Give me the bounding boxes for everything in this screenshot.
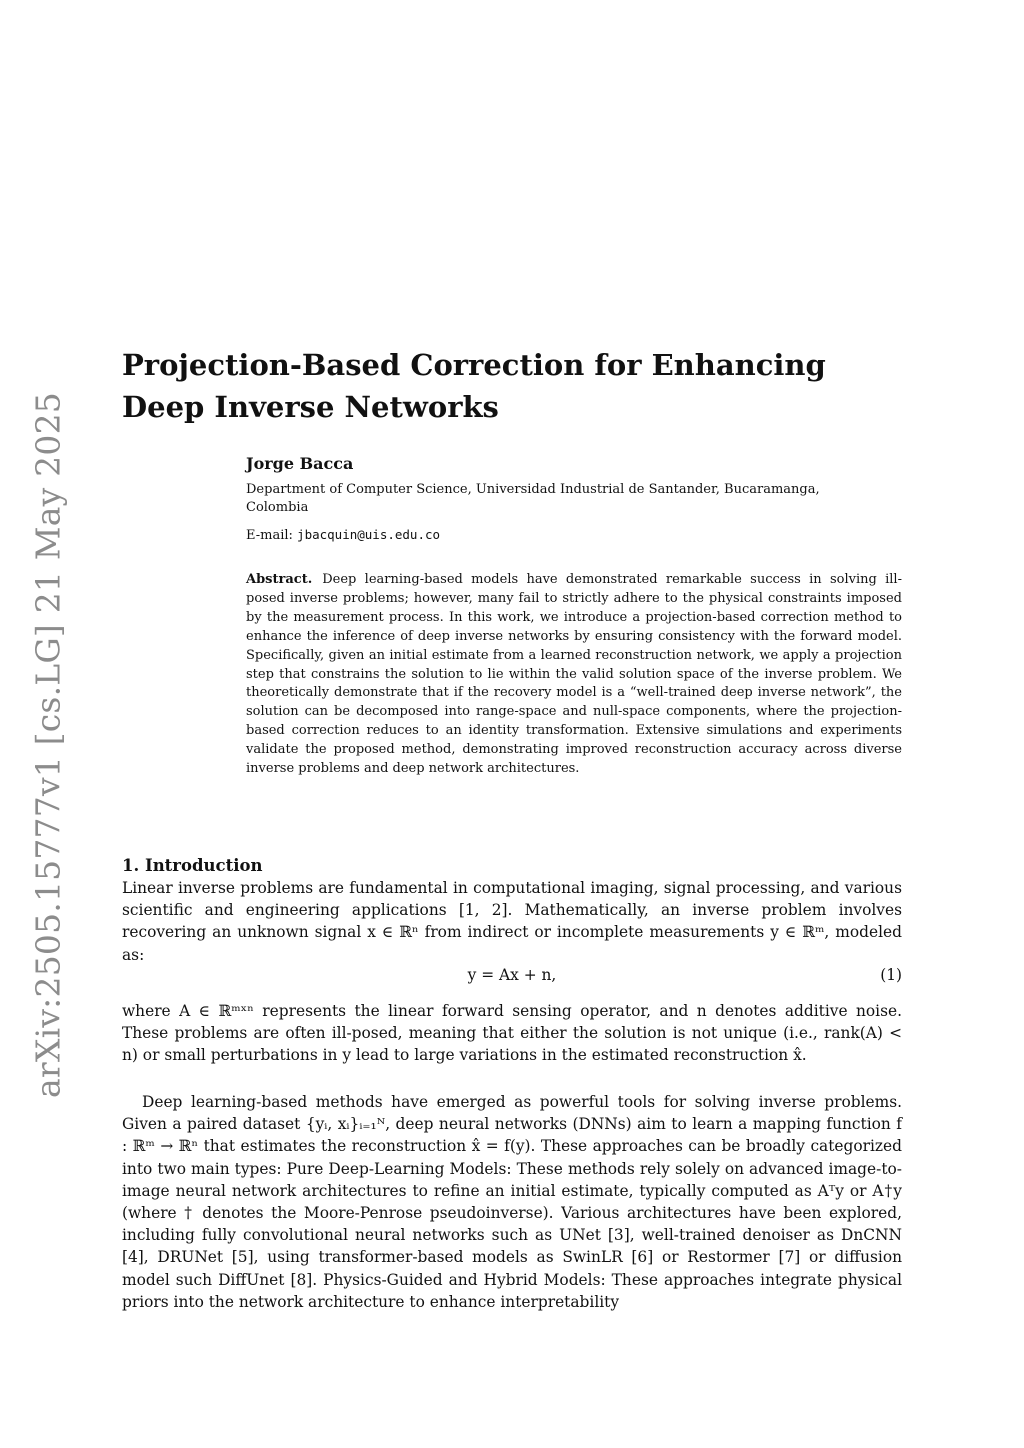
arxiv-margin-label: arXiv:2505.15777v1 [cs.LG] 21 May 2025: [28, 392, 68, 1098]
email-address[interactable]: jbacquin@uis.edu.co: [297, 527, 441, 542]
author-affiliation: Department of Computer Science, Universidad Industrial de Santander, Bucaramanga, Colombia: [246, 482, 820, 515]
equation-formula: y = Ax + n,: [467, 966, 557, 984]
intro-paragraph-3: Deep learning-based methods have emerged as powerful tools for solving inverse problems. Given a paired dataset {yᵢ, xᵢ}ᵢ₌₁ᴺ, deep neural networks (DNNs) aim to learn a mapping function f : ℝᵐ → ℝⁿ that estimates the reconstruction x̂ = f(y). These approaches can be broadly categorized into two main types: Pure Deep-Learning Models: These methods rely solely on advanced image-to-image neural network architectures to refine an initial estimate, typically computed as Aᵀy or A†y (where † denotes the Moore-Penrose pseudoinverse). Various architectures have been explored, including fully convolutional neural networks such as UNet [3], well-trained denoiser as DnCNN [4], DRUNet [5], using transformer-based models as SwinLR [6] or Restormer [7] or diffusion model such DiffUnet [8]. Physics-Guided and Hybrid Models: These approaches integrate physical priors into the network architecture to enhance interpretability: [122, 1093, 902, 1311]
author-name: Jorge Bacca: [246, 454, 354, 473]
paper-title: Projection-Based Correction for Enhancing Deep Inverse Networks: [122, 348, 826, 424]
abstract: [246, 571, 902, 779]
equation-number: (1): [880, 966, 902, 984]
intro-paragraph-2: where A ∈ ℝᵐˣⁿ represents the linear forward sensing operator, and n denotes additive noise. These problems are often ill-posed, meaning that either the solution is not unique (i.e., rank(A) < n) or small perturbations in y lead to large variations in the estimated reconstruction x̂.: [122, 1002, 902, 1065]
author-email-line: [246, 527, 440, 543]
abstract-label: Abstract.: [246, 572, 313, 587]
intro-paragraph-1: Linear inverse problems are fundamental in computational imaging, signal processing, and various scientific and engineering applications [1, 2]. Mathematically, an inverse problem involves recovering an unknown signal x ∈ ℝⁿ from indirect or incomplete measurements y ∈ ℝᵐ, modeled as:: [122, 879, 902, 964]
abstract-text: Deep learning-based models have demonstrated remarkable success in solving ill-posed inverse problems; however, many fail to strictly adhere to the physical constraints imposed by the measurement process. In this work, we introduce a projection-based correction method to enhance the inference of deep inverse networks by ensuring consistency with the forward model. Specifically, given an initial estimate from a learned reconstruction network, we apply a projection step that constrains the solution to lie within the valid solution space of the inverse problem. We theoretically demonstrate that if the recovery model is a “well-trained deep inverse network”, the solution can be decomposed into range-space and null-space components, where the projection-based correction reduces to an identity transformation. Extensive simulations and experiments validate the proposed method, demonstrating improved reconstruction accuracy across diverse inverse problems and deep network architectures.: [246, 572, 902, 777]
email-label: E-mail:: [246, 528, 293, 543]
equation-1: [122, 966, 902, 988]
section-heading-introduction: 1. Introduction: [122, 856, 263, 875]
